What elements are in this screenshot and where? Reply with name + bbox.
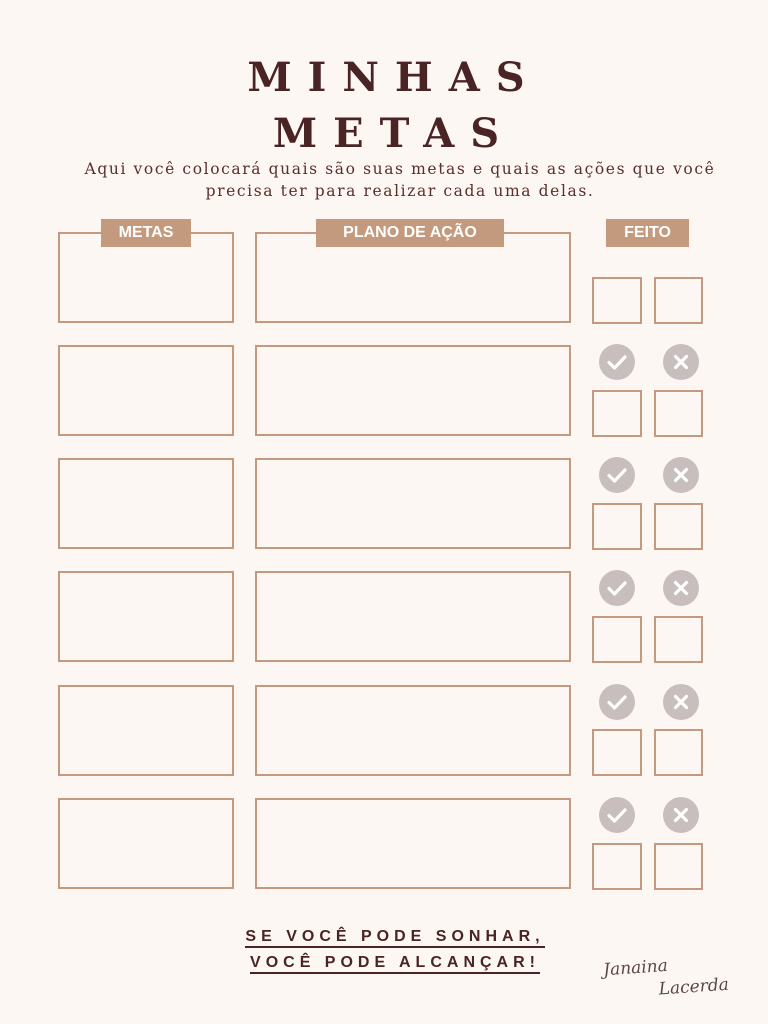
done-checkbox-3[interactable] (592, 503, 642, 550)
page-title-line-1: MINHAS (247, 54, 541, 101)
not-done-checkbox-6[interactable] (654, 843, 703, 890)
x-icon (663, 570, 699, 606)
instructions-line-1: Aqui você colocará quais são suas metas e quais as ações que você (84, 160, 716, 178)
goal-box-4[interactable] (58, 571, 234, 662)
not-done-checkbox-4[interactable] (654, 616, 703, 663)
quote-line-1: SE VOCÊ PODE SONHAR, (200, 924, 590, 950)
check-icon (599, 570, 635, 606)
check-icon (599, 684, 635, 720)
goal-box-2[interactable] (58, 345, 234, 436)
x-icon (663, 344, 699, 380)
x-icon (663, 684, 699, 720)
done-checkbox-1[interactable] (592, 277, 642, 324)
done-checkbox-6[interactable] (592, 843, 642, 890)
done-checkbox-2[interactable] (592, 390, 642, 437)
done-column-header: FEITO (606, 219, 689, 247)
x-icon (663, 457, 699, 493)
done-checkbox-4[interactable] (592, 616, 642, 663)
not-done-checkbox-5[interactable] (654, 729, 703, 776)
signature-last-name: Lacerda (658, 974, 730, 1000)
action-plan-box-5[interactable] (255, 685, 571, 776)
instructions (60, 158, 740, 202)
check-icon (599, 457, 635, 493)
action-plan-box-6[interactable] (255, 798, 571, 889)
not-done-checkbox-1[interactable] (654, 277, 703, 324)
x-icon (663, 797, 699, 833)
not-done-checkbox-2[interactable] (654, 390, 703, 437)
action-plan-box-2[interactable] (255, 345, 571, 436)
done-checkbox-5[interactable] (592, 729, 642, 776)
action-plan-box-3[interactable] (255, 458, 571, 549)
goal-box-5[interactable] (58, 685, 234, 776)
action-plan-box-4[interactable] (255, 571, 571, 662)
check-icon (599, 344, 635, 380)
motivational-quote (200, 924, 590, 976)
goal-box-3[interactable] (58, 458, 234, 549)
instructions-line-2: precisa ter para realizar cada uma delas. (205, 182, 595, 200)
signature-first-name: Janaina (602, 955, 669, 981)
not-done-checkbox-3[interactable] (654, 503, 703, 550)
check-icon (599, 797, 635, 833)
goal-box-6[interactable] (58, 798, 234, 889)
quote-line-2: VOCÊ PODE ALCANÇAR! (200, 950, 590, 976)
signature (603, 954, 730, 1003)
page-title-line-2: METAS (272, 110, 516, 157)
metas-column-header: METAS (101, 219, 191, 247)
action-plan-column-header: PLANO DE AÇÃO (316, 219, 504, 247)
